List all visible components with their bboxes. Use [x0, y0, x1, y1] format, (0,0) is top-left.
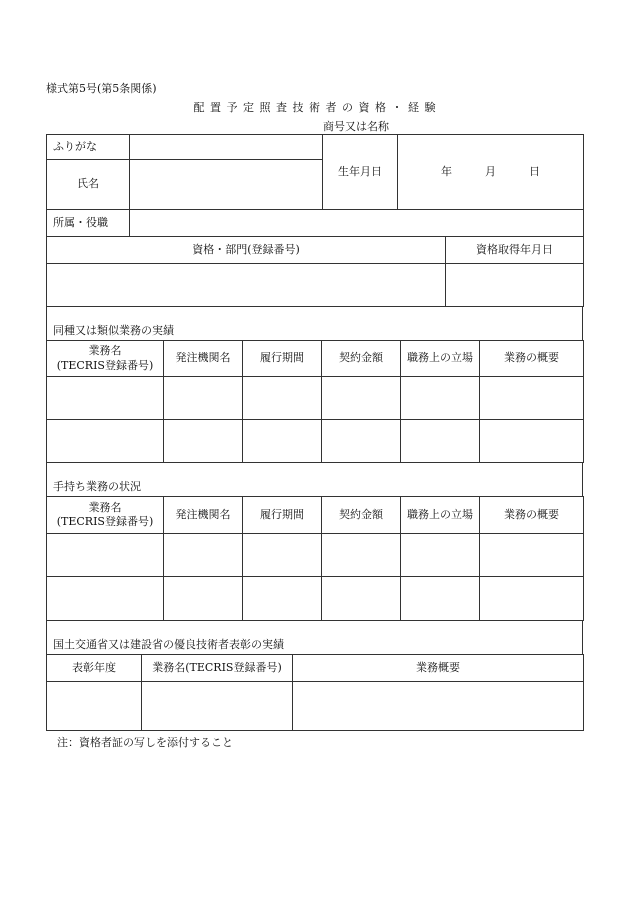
- cell[interactable]: [401, 534, 480, 577]
- name-label: 氏名: [47, 160, 130, 210]
- acquisition-date-header: 資格取得年月日: [446, 237, 584, 264]
- table-row: [47, 377, 584, 420]
- affiliation-label: 所属・役職: [47, 210, 130, 237]
- similar-work-section: [46, 306, 583, 341]
- table-row: [47, 534, 584, 577]
- current-work-header-client: 発注機関名: [164, 497, 243, 534]
- affiliation-field[interactable]: [130, 210, 584, 237]
- cell[interactable]: [322, 420, 401, 463]
- cell[interactable]: [47, 377, 164, 420]
- cell[interactable]: [480, 420, 584, 463]
- cell[interactable]: [164, 420, 243, 463]
- cell[interactable]: [480, 377, 584, 420]
- current-work-header-project: 業務名 (TECRIS登録番号): [47, 497, 164, 534]
- cell[interactable]: [401, 377, 480, 420]
- similar-work-header-role: 職務上の立場: [401, 341, 480, 377]
- similar-work-table: [46, 340, 584, 463]
- cell[interactable]: [401, 420, 480, 463]
- cell[interactable]: [47, 420, 164, 463]
- current-work-table: [46, 496, 584, 621]
- award-header-summary: 業務概要: [293, 655, 584, 682]
- footnote: 注：資格者証の写しを添付すること: [57, 736, 233, 749]
- day-label: 日: [529, 164, 540, 178]
- cell[interactable]: [164, 577, 243, 621]
- cell[interactable]: [47, 682, 142, 731]
- cell[interactable]: [401, 577, 480, 621]
- furigana-label: ふりがな: [47, 135, 130, 160]
- cell[interactable]: [243, 577, 322, 621]
- cell[interactable]: [293, 682, 584, 731]
- cell[interactable]: [243, 420, 322, 463]
- cell[interactable]: [322, 377, 401, 420]
- similar-work-header-summary: 業務の概要: [480, 341, 584, 377]
- qualification-field[interactable]: [47, 264, 446, 307]
- company-name-label: 商号又は名称: [323, 120, 389, 133]
- similar-work-header-amount: 契約金額: [322, 341, 401, 377]
- birthdate-field[interactable]: [398, 135, 584, 210]
- current-work-header-role: 職務上の立場: [401, 497, 480, 534]
- acquisition-date-field[interactable]: [446, 264, 584, 307]
- year-label: 年: [441, 164, 452, 178]
- award-header-project: 業務名(TECRIS登録番号): [142, 655, 293, 682]
- birthdate-label: 生年月日: [323, 135, 398, 210]
- furigana-field[interactable]: [130, 135, 323, 160]
- table-row: [47, 577, 584, 621]
- current-work-title: 手持ち業務の状況: [53, 480, 141, 493]
- cell[interactable]: [142, 682, 293, 731]
- award-section: [46, 620, 583, 655]
- similar-work-header-period: 履行期間: [243, 341, 322, 377]
- current-work-header-period: 履行期間: [243, 497, 322, 534]
- cell[interactable]: [480, 534, 584, 577]
- cell[interactable]: [322, 577, 401, 621]
- table-row: [47, 420, 584, 463]
- name-field[interactable]: [130, 160, 323, 210]
- current-work-section: [46, 462, 583, 497]
- cell[interactable]: [47, 577, 164, 621]
- qualification-header: 資格・部門(登録番号): [47, 237, 446, 264]
- page-title: 配 置 予 定 照 査 技 術 者 の 資 格 ・ 経 験: [193, 101, 437, 114]
- award-title: 国土交通省又は建設省の優良技術者表彰の実績: [53, 638, 284, 651]
- cell[interactable]: [164, 377, 243, 420]
- month-label: 月: [485, 164, 496, 178]
- table-row: [47, 682, 584, 731]
- cell[interactable]: [322, 534, 401, 577]
- form-number: 様式第5号(第5条関係): [46, 82, 157, 95]
- current-work-header-summary: 業務の概要: [480, 497, 584, 534]
- cell[interactable]: [243, 377, 322, 420]
- cell[interactable]: [243, 534, 322, 577]
- similar-work-title: 同種又は類似業務の実績: [53, 324, 174, 337]
- award-header-year: 表彰年度: [47, 655, 142, 682]
- award-table: [46, 654, 584, 731]
- cell[interactable]: [164, 534, 243, 577]
- similar-work-header-project: 業務名 (TECRIS登録番号): [47, 341, 164, 377]
- personal-info-table: [46, 134, 584, 237]
- cell[interactable]: [480, 577, 584, 621]
- similar-work-header-client: 発注機関名: [164, 341, 243, 377]
- current-work-header-amount: 契約金額: [322, 497, 401, 534]
- cell[interactable]: [47, 534, 164, 577]
- qualification-table: [46, 236, 584, 307]
